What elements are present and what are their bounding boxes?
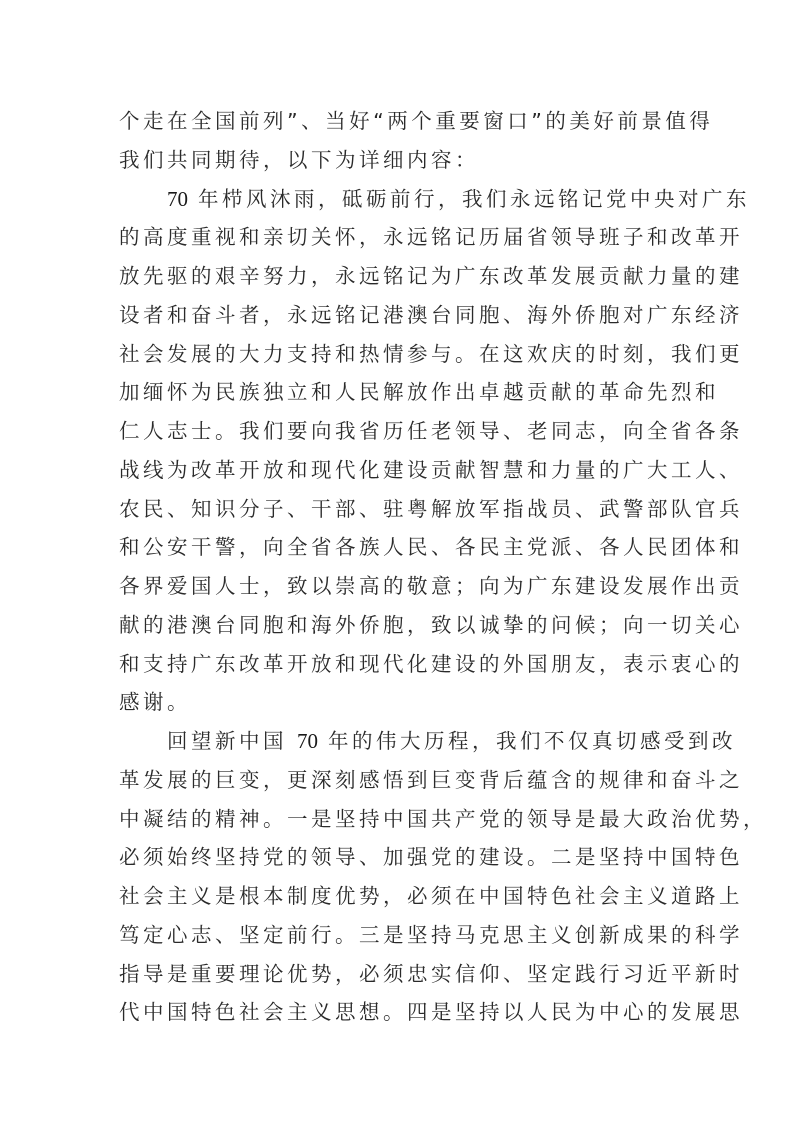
text-line: 社会主义是根本制度优势，必须在中国特色社会主义道路上	[119, 884, 743, 908]
text-line: 战线为改革开放和现代化建设贡献智慧和力量的广大工人、	[119, 457, 743, 482]
paragraph-first-line	[119, 722, 737, 761]
text-line: 革发展的巨变，更深刻感悟到巨变背后蕴含的规律和奋斗之	[119, 767, 743, 792]
text-run: 年栉风沐雨，砥砺前行，我们永远铭记党中央对广东	[188, 186, 751, 211]
text-line: 中凝结的精神。一是坚持中国共产党的领导是最大政治优势，	[119, 806, 767, 831]
text-line: 放先驱的艰辛努力，永远铭记为广东改革发展贡献力量的建	[119, 264, 743, 288]
paragraph-first-line	[119, 180, 751, 219]
text-line: 个走在全国前列”、当好“两个重要窗口”的美好前景值得	[119, 109, 714, 133]
document-body	[119, 102, 767, 1032]
text-line: 农民、知识分子、干部、驻粤解放军指战员、武警部队官兵	[119, 496, 743, 521]
text-line: 仁人志士。我们要向我省历任老领导、老同志，向全省各条	[119, 419, 743, 443]
text-line: 必须始终坚持党的领导、加强党的建设。二是坚持中国特色	[119, 845, 743, 870]
text-line: 献的港澳台同胞和海外侨胞，致以诚挚的问候；向一切关心	[119, 612, 743, 637]
text-line: 设者和奋斗者，永远铭记港澳台同胞、海外侨胞对广东经济	[119, 302, 743, 327]
text-line: 社会发展的大力支持和热情参与。在这欢庆的时刻，我们更	[119, 341, 743, 366]
text-line: 加缅怀为民族独立和人民解放作出卓越贡献的革命先烈和	[119, 380, 719, 405]
text-line: 指导是重要理论优势，必须忠实信仰、坚定践行习近平新时	[119, 961, 743, 986]
text-line: 代中国特色社会主义思想。四是坚持以人民为中心的发展思	[119, 1000, 743, 1025]
text-run: 回望新中国	[167, 729, 298, 753]
text-line: 笃定心志、坚定前行。三是坚持马克思主义创新成果的科学	[119, 922, 743, 947]
year-number: 70	[167, 186, 188, 211]
text-line: 我们共同期待，以下为详细内容：	[119, 147, 479, 172]
text-line: 和公安干警，向全省各族人民、各民主党派、各人民团体和	[119, 535, 743, 560]
text-line: 的高度重视和亲切关怀，永远铭记历届省领导班子和改革开	[119, 225, 743, 250]
text-run: 年的伟大历程，我们不仅真切感受到改	[318, 729, 737, 753]
year-number: 70	[297, 729, 319, 753]
text-line: 感谢。	[119, 690, 191, 715]
text-line: 各界爱国人士，致以崇高的敬意；向为广东建设发展作出贡	[119, 574, 743, 598]
text-line: 和支持广东改革开放和现代化建设的外国朋友，表示衷心的	[119, 651, 743, 676]
